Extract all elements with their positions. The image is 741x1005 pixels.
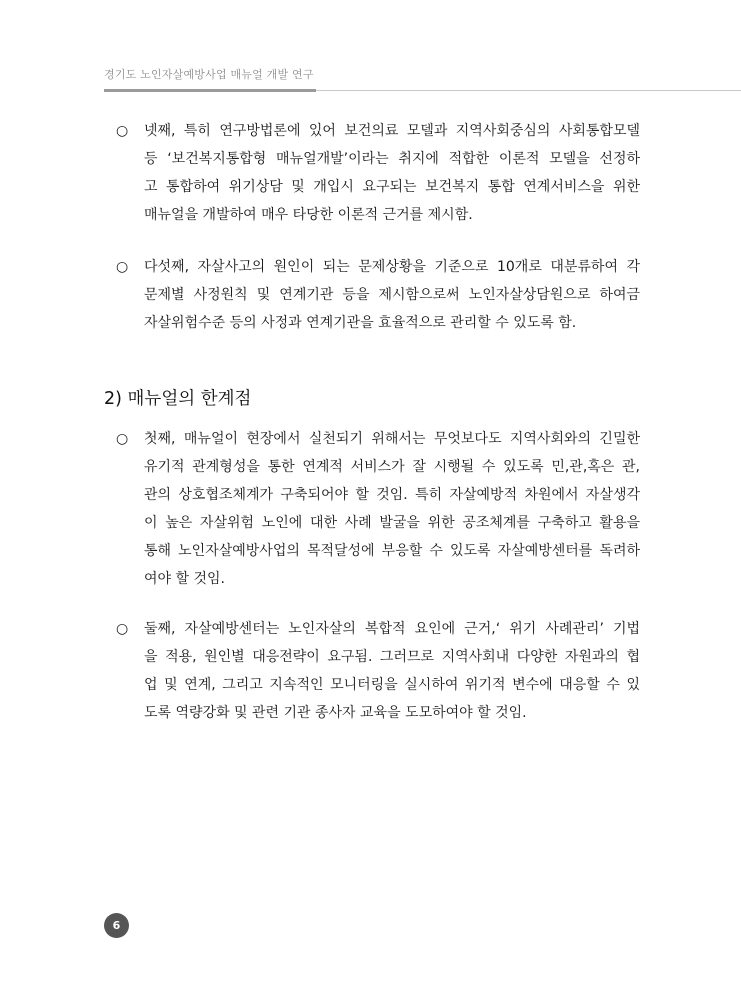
circle-bullet-icon: ○ [116, 431, 129, 447]
paragraph-line: 넷째, 특히 연구방법론에 있어 보건의료 모델과 지역사회중심의 사회통합모델 [144, 123, 640, 139]
header-divider-accent [104, 89, 316, 92]
paragraph-fifth [116, 253, 640, 337]
paragraph-line: 통해 노인자살예방사업의 목적달성에 부응할 수 있도록 자살예방센터를 독려하 [144, 543, 640, 559]
paragraph-line: 여야 할 것임. [144, 571, 225, 587]
paragraph-line: 도록 역량강화 및 관련 기관 종사자 교육을 도모하여야 할 것임. [144, 705, 527, 721]
circle-bullet-icon: ○ [116, 621, 129, 637]
paragraph-line: 업 및 연계, 그리고 지속적인 모니터링을 실시하여 위기적 변수에 대응할 수 있 [144, 677, 640, 693]
paragraph-line: 이 높은 자살위험 노인에 대한 사례 발굴을 위한 공조체계를 구축하고 활용을 [144, 515, 640, 531]
circle-bullet-icon: ○ [116, 259, 129, 275]
paragraph-line: 문제별 사정원칙 및 연계기관 등을 제시함으로써 노인자살상담원으로 하여금 [144, 287, 640, 303]
section-heading: 2) 매뉴얼의 한계점 [104, 389, 252, 409]
paragraph-line: 다섯째, 자살사고의 원인이 되는 문제상황을 기준으로 10개로 대분류하여 각 [144, 259, 640, 275]
paragraph-first [116, 425, 640, 593]
paragraph-line: 매뉴얼을 개발하여 매우 타당한 이론적 근거를 제시함. [144, 207, 473, 223]
paragraph-second [116, 615, 640, 727]
paragraph-line: 첫째, 매뉴얼이 현장에서 실천되기 위해서는 무엇보다도 지역사회와의 긴밀한 [144, 431, 640, 447]
paragraph-fourth [116, 117, 640, 229]
paragraph-line: 을 적용, 원인별 대응전략이 요구됨. 그러므로 지역사회내 다양한 자원과의 협 [144, 649, 640, 665]
running-header: 경기도 노인자살예방사업 매뉴얼 개발 연구 [104, 68, 314, 81]
paragraph-line: 등 ‘보건복지통합형 매뉴얼개발’이라는 취지에 적합한 이론적 모델을 선정하 [144, 151, 640, 167]
paragraph-line: 관의 상호협조체계가 구축되어야 할 것임. 특히 자살예방적 차원에서 자살생각 [144, 487, 640, 503]
paragraph-line: 유기적 관계형성을 통한 연계적 서비스가 잘 시행될 수 있도록 민,관,혹은 관, [144, 459, 640, 475]
page-number-badge: 6 [104, 913, 129, 938]
paragraph-line: 둘째, 자살예방센터는 노인자살의 복합적 요인에 근거,‘ 위기 사례관리’ 기법 [144, 621, 640, 637]
paragraph-line: 고 통합하여 위기상담 및 개입시 요구되는 보건복지 통합 연계서비스을 위한 [144, 179, 640, 195]
circle-bullet-icon: ○ [116, 123, 129, 139]
paragraph-line: 자살위험수준 등의 사정과 연계기관을 효율적으로 관리할 수 있도록 함. [144, 315, 577, 331]
